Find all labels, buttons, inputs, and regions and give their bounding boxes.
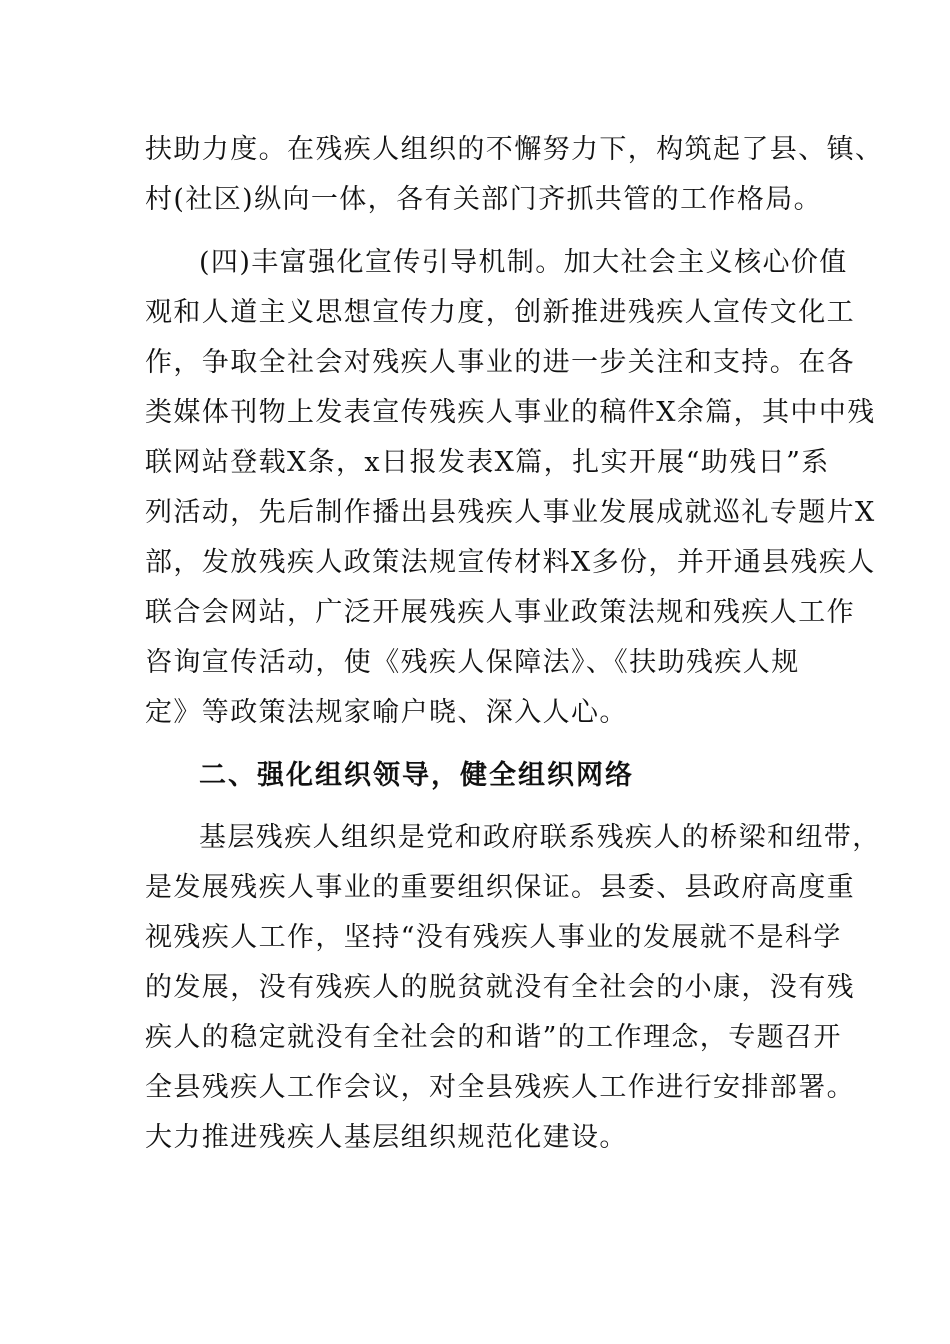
paragraph-line: 咨询宣传活动，使《残疾人保障法》、《扶助残疾人规 [145, 647, 800, 678]
paragraph-line: 观和人道主义思想宣传力度，创新推进残疾人宣传文化工 [145, 297, 855, 328]
paragraph-line: 扶助力度。在残疾人组织的不懈努力下，构筑起了县、镇、 [145, 134, 884, 165]
paragraph-line: 的发展，没有残疾人的脱贫就没有全社会的小康，没有残 [145, 972, 855, 1003]
paragraph-line: 疾人的稳定就没有全社会的和谐”的工作理念，专题召开 [145, 1022, 842, 1053]
section-four-heading-line: (四)丰富强化宣传引导机制。加大社会主义核心价值 [199, 247, 848, 278]
paragraph-line: 是发展残疾人事业的重要组织保证。县委、县政府高度重 [145, 872, 855, 903]
section-heading: 二、强化组织领导，健全组织网络 [199, 760, 634, 791]
paragraph-line: 视残疾人工作，坚持“没有残疾人事业的发展就不是科学 [145, 922, 842, 953]
paragraph-line: 基层残疾人组织是党和政府联系残疾人的桥梁和纽带， [199, 822, 881, 853]
paragraph-line: 联合会网站，广泛开展残疾人事业政策法规和残疾人工作 [145, 597, 855, 628]
paragraph-line: 联网站登载X条，x日报发表X篇，扎实开展“助残日”系 [145, 447, 830, 478]
paragraph-line: 大力推进残疾人基层组织规范化建设。 [145, 1122, 628, 1153]
paragraph-line: 村(社区)纵向一体，各有关部门齐抓共管的工作格局。 [145, 184, 823, 215]
paragraph-line: 全县残疾人工作会议，对全县残疾人工作进行安排部署。 [145, 1072, 855, 1103]
paragraph-line: 作，争取全社会对残疾人事业的进一步关注和支持。在各 [145, 347, 855, 378]
paragraph-line: 定》等政策法规家喻户晓、深入人心。 [145, 697, 628, 728]
paragraph-line: 类媒体刊物上发表宣传残疾人事业的稿件X余篇，其中中残 [145, 397, 876, 428]
paragraph-line: 部，发放残疾人政策法规宣传材料X多份，并开通县残疾人 [145, 547, 876, 578]
paragraph-line: 列活动，先后制作播出县残疾人事业发展成就巡礼专题片X [145, 497, 876, 528]
